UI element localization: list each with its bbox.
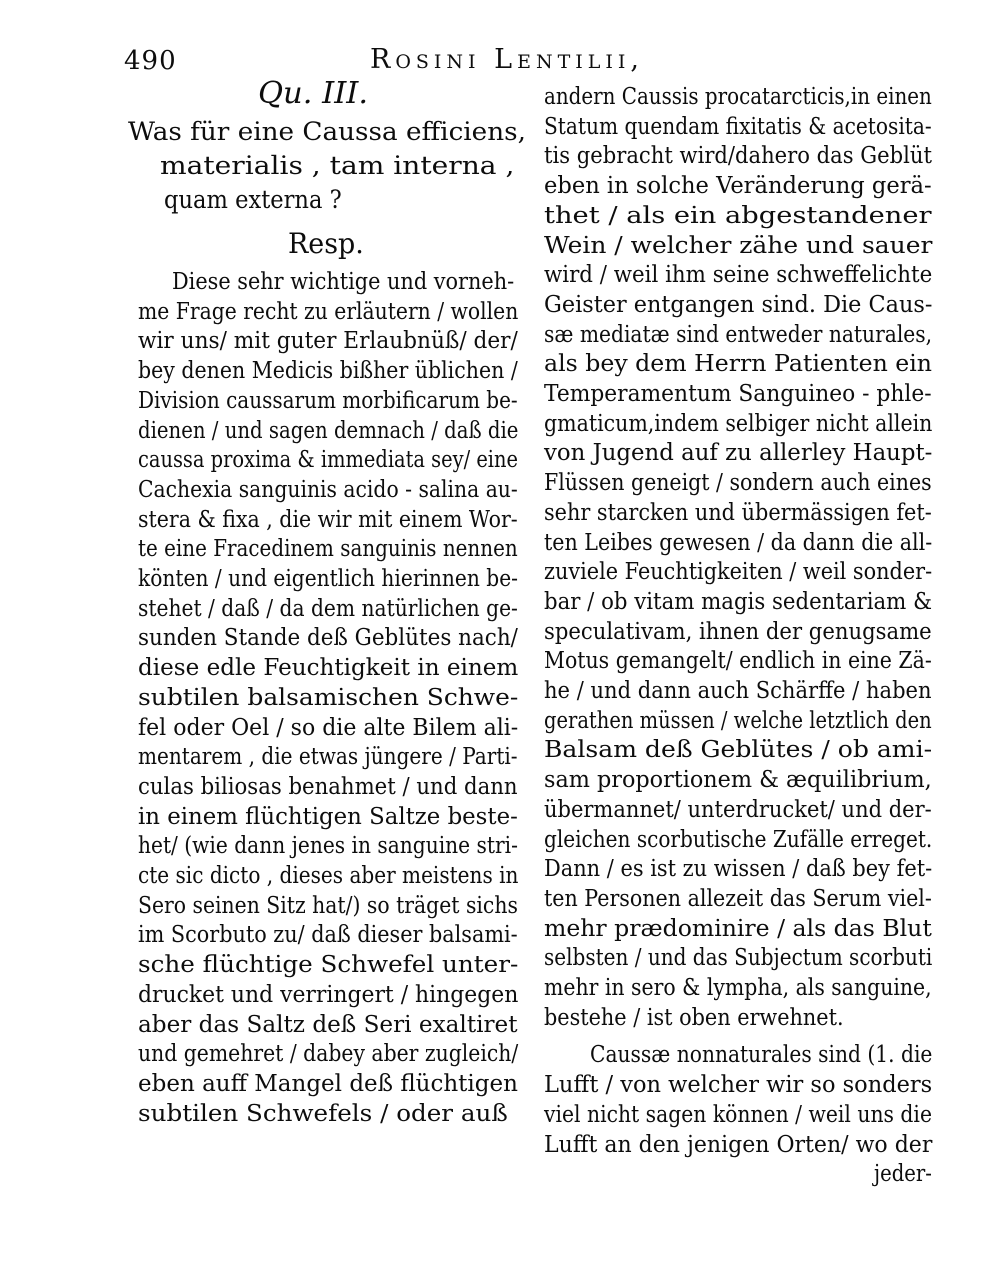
text-line: dienen / und sagen demnach / daß die	[138, 418, 519, 444]
text-line: bey denen Medicis bißher üblichen /	[138, 358, 518, 384]
text-line: sam proportionem & æquilibrium,	[544, 767, 932, 793]
text-line: het/ (wie dann jenes in sanguine stri-	[138, 833, 518, 859]
text-line: me Frage recht zu erläutern / wollen	[138, 299, 519, 325]
text-line: ten Leibes gewesen / da dann die all-	[544, 530, 933, 556]
text-line: bar / ob vitam magis sedentariam &	[544, 589, 932, 615]
text-line: mentarem , die etwas jüngere / Parti-	[138, 744, 518, 770]
text-line: im Scorbuto zu/ daß dieser balsami-	[138, 922, 518, 948]
text-line: sunden Stande deß Geblütes nach/	[138, 625, 518, 651]
text-line: eben auff Mangel deß flüchtigen	[138, 1071, 518, 1097]
text-line: sæ mediatæ sind entweder naturales,	[544, 322, 933, 348]
text-line: Caussæ nonnaturales sind (1. die	[590, 1042, 933, 1068]
text-line: Dann / es ist zu wissen / daß bey fet-	[544, 856, 933, 882]
text-line: subtilen Schwefels / oder auß	[138, 1101, 508, 1127]
text-line: culas biliosas benahmet / und dann	[138, 774, 518, 800]
text-line: wir uns/ mit guter Erlaubnüß/ der/	[138, 328, 518, 354]
text-line: aber das Saltz deß Seri exaltiret	[138, 1012, 518, 1038]
text-line: gmaticum,indem selbiger nicht allein	[544, 411, 933, 437]
text-line: bestehe / ist oben erwehnet.	[544, 1005, 844, 1031]
text-line: Cachexia sanguinis acido - salina au-	[138, 477, 518, 503]
text-line: wird / weil ihm seine schweffelichte	[544, 262, 933, 288]
text-line: Geister entgangen sind. Die Caus-	[544, 292, 933, 318]
text-line: Lufft an den jenigen Orten/ wo der	[544, 1132, 933, 1158]
text-line: eben in solche Veränderung gerä-	[544, 173, 932, 199]
question-heading-line: materialis , tam interna ,	[160, 151, 515, 180]
text-line: tis gebracht wird/dahero das Geblüt	[544, 143, 932, 169]
text-line: subtilen balsamischen Schwe-	[138, 685, 519, 711]
text-line: Temperamentum Sanguineo - phle-	[544, 381, 932, 407]
text-line: drucket und verringert / hingegen	[138, 982, 519, 1008]
text-line: Wein / welcher zähe und sauer	[544, 233, 933, 259]
text-line: Division caussarum morbificarum be-	[138, 388, 518, 414]
text-line: Balsam deß Geblütes / ob ami-	[544, 737, 933, 763]
text-line: könten / und eigentlich hierinnen be-	[138, 566, 518, 592]
text-line: in einem flüchtigen Saltze beste-	[138, 804, 518, 830]
text-line: ten Personen allezeit das Serum viel-	[544, 886, 932, 912]
question-heading-line: quam externa ?	[164, 185, 342, 214]
text-line: viel nicht sagen können / weil uns die	[544, 1102, 932, 1128]
text-line: cte sic dicto , dieses aber meistens in	[138, 863, 519, 889]
text-line: stera & fixa , die wir mit einem Wor-	[138, 507, 518, 533]
text-line: thet / als ein abgestandener	[544, 203, 932, 229]
text-line: als bey dem Herrn Patienten ein	[544, 351, 933, 377]
text-line: jeder-	[874, 1161, 932, 1187]
text-line: Diese sehr wichtige und vorneh-	[172, 269, 515, 295]
text-line: te eine Fracedinem sanguinis nennen	[138, 536, 518, 562]
question-number: Qu. III.	[258, 76, 369, 111]
text-line: gerathen müssen / welche letztlich den	[544, 708, 932, 734]
text-line: sche flüchtige Schwefel unter-	[138, 952, 519, 978]
text-line: Flüssen geneigt / sondern auch eines	[544, 470, 932, 496]
text-line: Sero seinen Sitz hat/) so träget sichs	[138, 893, 518, 919]
text-line: Statum quendam fixitatis & acetosita-	[544, 114, 932, 140]
text-line: he / und dann auch Schärffe / haben	[544, 678, 932, 704]
text-line: übermannet/ unterdrucket/ und der-	[544, 797, 932, 823]
text-line: von Jugend auf zu allerley Haupt-	[544, 440, 933, 466]
question-heading-line: Was für eine Caussa efficiens,	[128, 117, 526, 146]
text-line: mehr in sero & lympha, als sanguine,	[544, 975, 932, 1001]
text-line: mehr prædominire / als das Blut	[544, 916, 932, 942]
text-line: fel oder Oel / so die alte Bilem ali-	[138, 715, 519, 741]
text-line: Lufft / von welcher wir so sonders	[544, 1072, 933, 1098]
text-line: und gemehret / dabey aber zugleich/	[138, 1041, 519, 1067]
text-line: andern Caussis procatarcticis,in einen	[544, 84, 932, 110]
text-line: stehet / daß / da dem natürlichen ge-	[138, 596, 518, 622]
text-line: gleichen scorbutische Zufälle erreget.	[544, 827, 933, 853]
running-title: Rosini Lentilii,	[370, 44, 644, 75]
page-number: 490	[124, 46, 177, 76]
text-line: zuviele Feuchtigkeiten / weil sonder-	[544, 559, 933, 585]
text-line: diese edle Feuchtigkeit in einem	[138, 655, 519, 681]
response-label: Resp.	[288, 227, 364, 260]
text-line: Motus gemangelt/ endlich in eine Zä-	[544, 648, 932, 674]
text-line: caussa proxima & immediata sey/ eine	[138, 447, 519, 473]
text-line: sehr starcken und übermässigen fet-	[544, 500, 932, 526]
text-line: speculativam, ihnen der genugsame	[544, 619, 932, 645]
text-line: selbsten / und das Subjectum scorbuti	[544, 945, 933, 971]
